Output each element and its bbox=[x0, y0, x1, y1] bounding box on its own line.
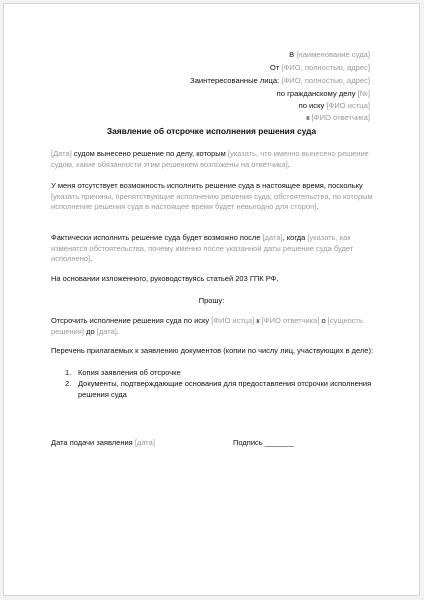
court-placeholder: [наименование суда] bbox=[296, 50, 370, 59]
p2-end: . bbox=[316, 202, 319, 212]
document-page bbox=[3, 3, 420, 596]
p1-end: . bbox=[287, 159, 290, 169]
p5-text: Отсрочить исполнение решения суда по иску bbox=[51, 316, 210, 325]
p3-date-placeholder: [дата] bbox=[262, 233, 283, 242]
p5-essence-placeholder: [сущность решения] bbox=[51, 316, 363, 336]
p2-placeholder: [указать причины, препятствующие исполнению решения суда; обстоятельства, по которым исполнение решения суда в настоящее время будет невыгодно для сторон] bbox=[51, 191, 373, 212]
paragraph-decision bbox=[51, 149, 381, 170]
p3-text-2: , когда bbox=[282, 233, 306, 242]
p5-end: . bbox=[116, 326, 119, 336]
p5-about: о bbox=[321, 316, 326, 325]
list-item-text: Копия заявления об отсрочке bbox=[78, 368, 181, 377]
document-title: Заявление об отсрочке исполнения решения суда bbox=[106, 126, 317, 136]
header-claim-line bbox=[299, 100, 370, 113]
p3-end: . bbox=[90, 254, 93, 264]
case-placeholder: [№] bbox=[357, 89, 370, 98]
list-item-number: 2. bbox=[65, 379, 72, 388]
list-item-text: Документы, подтверждающие основания для предоставления отсрочки исполнения решения суда bbox=[78, 379, 372, 399]
from-label: От bbox=[269, 63, 280, 72]
case-label: по гражданскому делу bbox=[276, 89, 356, 98]
filing-date bbox=[51, 438, 155, 447]
p3-placeholder: [указать, как изменятся обстоятельства, почему именно после указанной даты решение суда будет исполнено] bbox=[51, 233, 354, 264]
filing-date-placeholder: [дата] bbox=[134, 438, 155, 447]
filing-date-label: Дата подачи заявления bbox=[51, 438, 133, 447]
claim-placeholder: [ФИО истца] bbox=[326, 101, 370, 110]
paragraph-request bbox=[51, 316, 381, 337]
interested-placeholder: [ФИО, полностью, адрес] bbox=[281, 76, 370, 85]
interested-label: Заинтересованные лица: bbox=[190, 76, 280, 85]
p1-text: судом вынесено решение по делу, которым bbox=[73, 149, 226, 158]
p5-plaintiff-placeholder: [ФИО истца] bbox=[211, 316, 255, 325]
paragraph-execution-date bbox=[51, 233, 381, 265]
court-label: В bbox=[289, 50, 295, 59]
header-case-line bbox=[277, 88, 370, 101]
p1-date-placeholder: [Дата] bbox=[51, 149, 72, 158]
request-heading: Прошу: bbox=[198, 296, 225, 305]
header-court-line bbox=[289, 49, 370, 62]
signature: Подпись _______ bbox=[233, 438, 294, 447]
header-interested-line bbox=[190, 75, 370, 88]
paragraph-attachments: Перечень прилагаемых к заявлению документов (копии по числу лиц, участвующих в деле): bbox=[51, 346, 374, 355]
p5-to: к bbox=[256, 316, 260, 325]
p5-until: до bbox=[86, 326, 95, 336]
list-item-number: 1. bbox=[65, 368, 72, 377]
p5-defendant-placeholder: [ФИО ответчика] bbox=[261, 316, 320, 325]
p3-text: Фактически исполнить решение суда будет возможно после bbox=[51, 233, 261, 242]
from-placeholder: [ФИО, полностью, адрес] bbox=[281, 63, 370, 72]
header-to-line bbox=[306, 112, 370, 125]
p2-text: У меня отсутствует возможность исполнить решение суда в настоящее время, поскольку bbox=[51, 181, 363, 190]
to-placeholder: [ФИО ответчика] bbox=[311, 113, 370, 122]
p5-date-placeholder: [дата] bbox=[96, 326, 117, 336]
header-from-line bbox=[270, 62, 370, 75]
claim-label: по иску bbox=[298, 101, 325, 110]
to-label: к bbox=[306, 113, 310, 122]
p1-placeholder: [указать, что именно вынесено решение судом, какие обязанности этим решением возложены на ответчика] bbox=[51, 149, 369, 169]
paragraph-reasons bbox=[51, 181, 381, 213]
paragraph-basis: На основании изложенного, руководствуясь статьей 203 ГПК РФ, bbox=[51, 274, 279, 283]
